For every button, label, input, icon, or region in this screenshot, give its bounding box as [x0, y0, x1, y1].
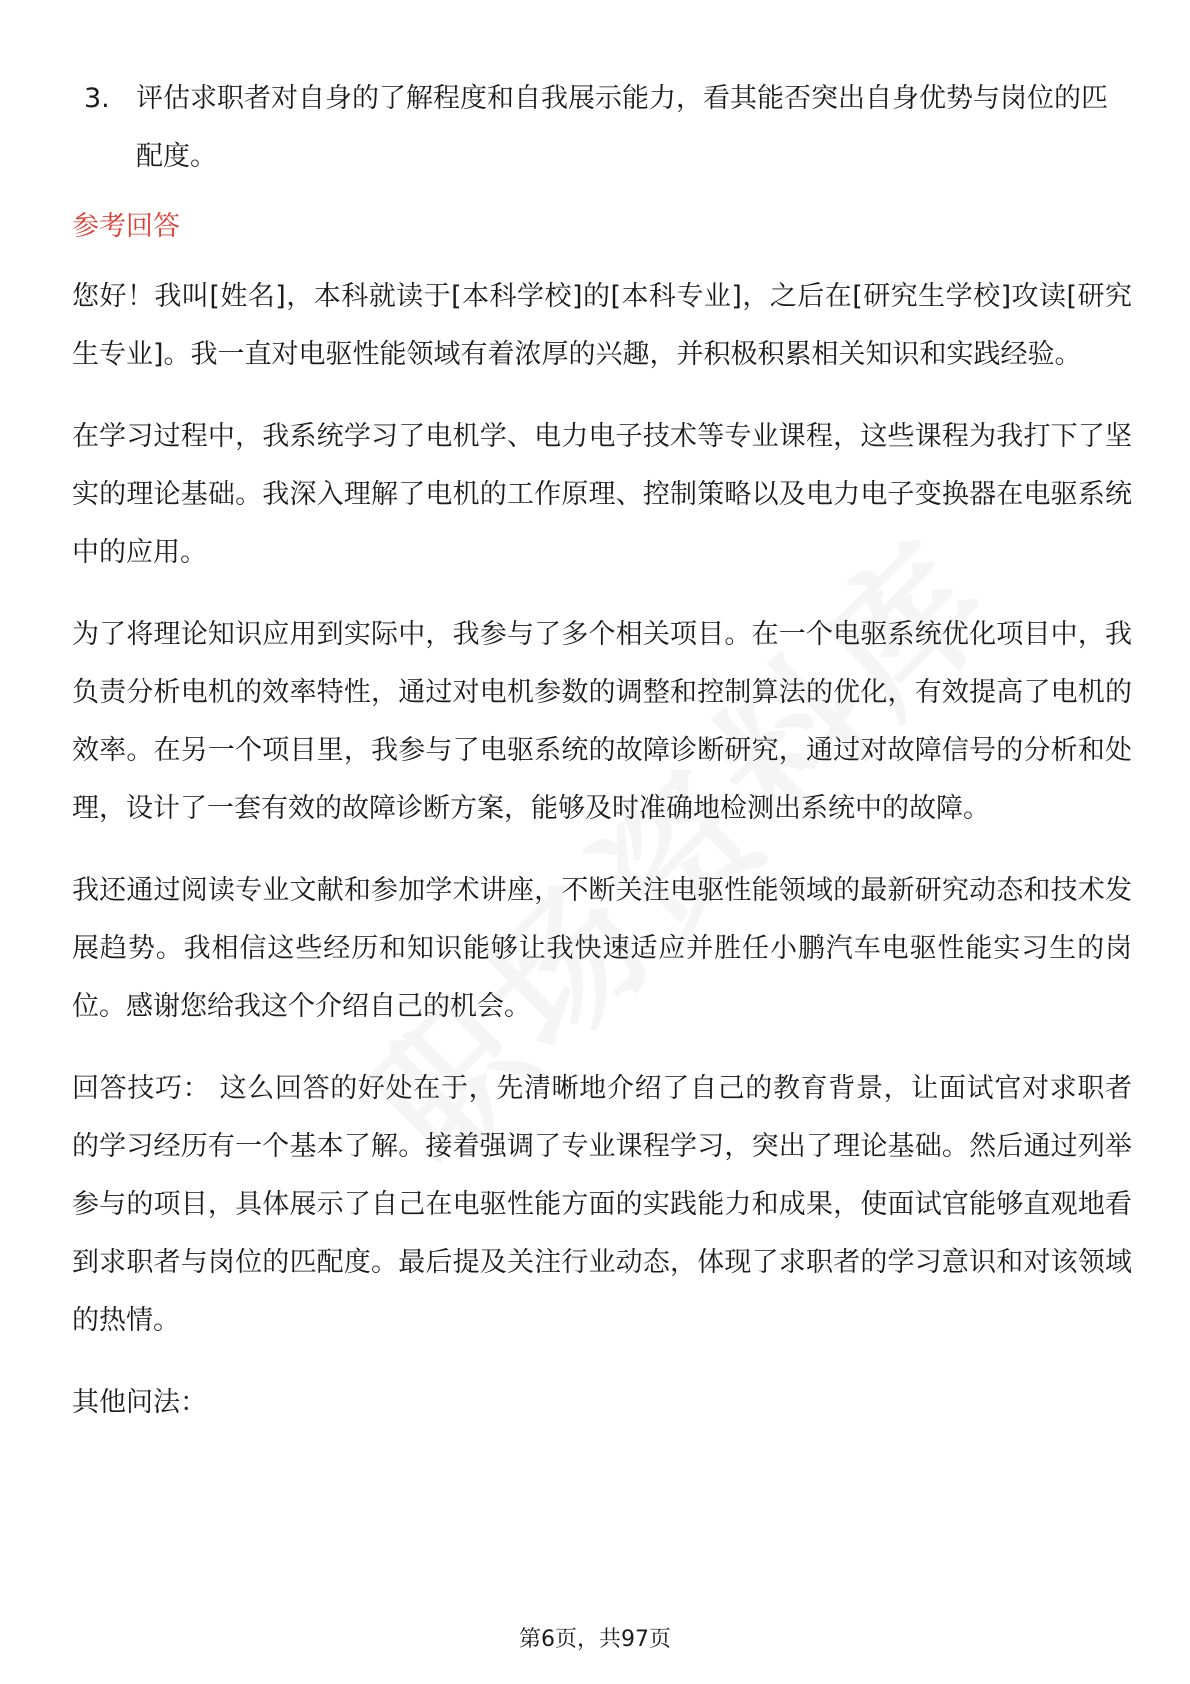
paragraph-intro: 您好！我叫[姓名]，本科就读于[本科学校]的[本科专业]，之后在[研究生学校]攻读[研究生专业]。我一直对电驱性能领域有着浓厚的兴趣，并积极积累相关知识和实践经验。: [72, 281, 1132, 370]
page-footer: 第6页，共97页: [519, 1627, 671, 1652]
paragraph-other-questions: 其他问法：: [72, 1387, 207, 1418]
document-body: [72, 70, 1132, 1456]
section-heading: 参考回答: [72, 211, 180, 242]
paragraph-tips: 回答技巧： 这么回答的好处在于，先清晰地介绍了自己的教育背景，让面试官对求职者的学习经历有一个基本了解。接着强调了专业课程学习，突出了理论基础。然后通过列举参与的项目，具体展示了自己在电驱性能方面的实践能力和成果，使面试官能够直观地看到求职者与岗位的匹配度。最后提及关注行业动态，体现了求职者的学习意识和对该领域的热情。: [72, 1073, 1132, 1336]
list-item: [72, 70, 1132, 186]
paragraph-projects: 为了将理论知识应用到实际中，我参与了多个相关项目。在一个电驱系统优化项目中，我负责分析电机的效率特性，通过对电机参数的调整和控制算法的优化，有效提高了电机的效率。在另一个项目里，我参与了电驱系统的故障诊断研究，通过对故障信号的分析和处理，设计了一套有效的故障诊断方案，能够及时准确地检测出系统中的故障。: [72, 619, 1132, 824]
list-text: 评估求职者对自身的了解程度和自我展示能力，看其能否突出自身优势与岗位的匹配度。: [136, 83, 1108, 172]
paragraph-study: 在学习过程中，我系统学习了电机学、电力电子技术等专业课程，这些课程为我打下了坚实的理论基础。我深入理解了电机的工作原理、控制策略以及电力电子变换器在电驱系统中的应用。: [72, 421, 1132, 568]
paragraph-research: 我还通过阅读专业文献和参加学术讲座，不断关注电驱性能领域的最新研究动态和技术发展趋势。我相信这些经历和知识能够让我快速适应并胜任小鹏汽车电驱性能实习生的岗位。感谢您给我这个介绍自己的机会。: [72, 875, 1132, 1022]
list-number: 3.: [84, 83, 110, 114]
